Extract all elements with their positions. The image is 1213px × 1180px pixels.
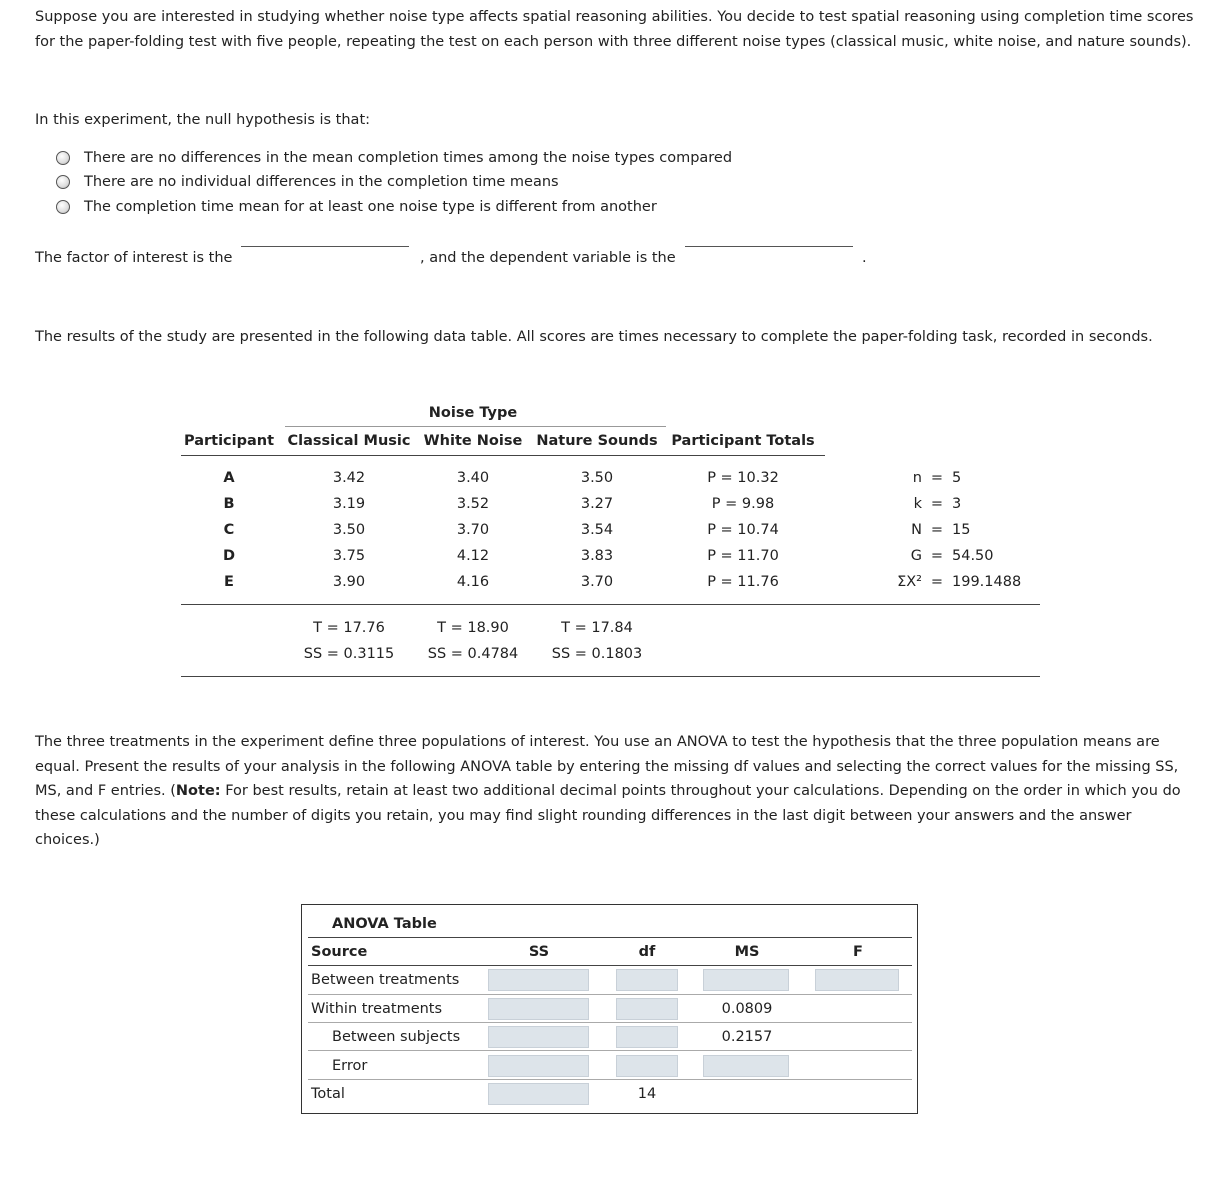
participant-label: B [223,496,235,512]
summary-sum-x2: ΣX² = 199.1488 [897,574,1022,590]
col-header-white: White Noise [423,433,523,449]
anova-instructions: The three treatments in the experiment define three populations of interest. You use an ANOVA to test the hypothesis that the three population means are equal. Present the results of your analysis in the following ANOVA table by entering the missing df values and selecting the correct values for the missing SS, MS, and F entries. (Note: For best results, retain at least two additional decimal points throughout your calculations. Depending on the order in which you do these calculations and the number of digits you retain, you may find slight rounding differences in the last digit between your answers and the answer choices.) [35,734,1181,848]
anova-title: ANOVA Table [332,916,437,932]
null-option-label: The completion time mean for at least one noise type is different from another [84,199,657,215]
source-total: Total [311,1086,345,1102]
ss-between-treatments-select[interactable] [488,969,589,991]
score-cell: 3.75 [332,548,366,564]
anova-header-ms: MS [734,944,760,960]
header-rule [181,455,825,456]
ms-between-treatments-select[interactable] [703,969,789,991]
df-total: 14 [637,1086,657,1102]
ss-within-treatments-select[interactable] [488,998,589,1020]
score-cell: 3.40 [456,470,490,486]
note-label: Note: [175,783,221,799]
participant-label: C [223,522,235,538]
ms-error-select[interactable] [703,1055,789,1077]
anova-title-rule [308,937,912,938]
f-value-select[interactable] [815,969,899,991]
null-option-1[interactable] [56,146,732,170]
score-cell: 4.12 [456,548,490,564]
score-cell: 3.42 [332,470,366,486]
df-between-treatments-input[interactable] [616,969,678,991]
ms-between-subjects: 0.2157 [721,1029,773,1045]
factor-text-3: . [862,250,867,266]
participant-label: D [222,548,236,564]
totals-rule-bottom [181,676,1040,677]
anova-header-source: Source [311,944,368,960]
score-cell: 3.52 [456,496,490,512]
df-within-treatments-input[interactable] [616,998,678,1020]
source-between-subjects: Between subjects [332,1029,461,1045]
factor-dropdown[interactable] [241,246,409,247]
participant-total: P = 11.70 [707,548,779,564]
treatment-total: T = 17.76 [313,620,385,636]
null-option-label: There are no individual differences in the completion time means [84,174,559,190]
col-header-nature: Nature Sounds [536,433,658,449]
score-cell: 3.70 [456,522,490,538]
source-between-treatments: Between treatments [311,972,460,988]
anova-header-df: df [638,944,656,960]
participant-label: E [224,574,234,590]
results-paragraph: The results of the study are presented in the following data table. All scores are times necessary to complete the paper-folding task, recorded in seconds. [35,329,1153,345]
factor-sentence [35,246,935,270]
score-cell: 3.54 [580,522,614,538]
score-cell: 3.27 [580,496,614,512]
source-within-treatments: Within treatments [311,1001,443,1017]
score-cell: 3.83 [580,548,614,564]
ss-error-select[interactable] [488,1055,589,1077]
treatment-total: T = 18.90 [437,620,509,636]
col-header-classical: Classical Music [287,433,411,449]
intro-paragraph: Suppose you are interested in studying whether noise type affects spatial reasoning abilities. You decide to test spatial reasoning using completion time scores for the paper-folding test with five people, repeating the test on each person with three different noise types (classical music, white noise, and nature sounds). [35,9,1194,50]
score-cell: 3.19 [332,496,366,512]
participant-total: P = 10.74 [707,522,779,538]
null-option-2[interactable] [56,170,559,194]
null-option-label: There are no differences in the mean completion times among the noise types compared [84,150,733,166]
radio-button[interactable] [56,175,70,189]
score-cell: 3.50 [580,470,614,486]
participant-total: P = 11.76 [707,574,779,590]
null-hypothesis-question: In this experiment, the null hypothesis is that: [35,112,371,128]
totals-rule-top [181,604,1040,605]
summary-n: n = 5 [912,470,962,486]
treatment-ss: SS = 0.1803 [551,646,643,662]
anova-header-ss: SS [528,944,550,960]
source-error: Error [332,1058,368,1074]
row-rule [308,1022,912,1023]
anova-header-rule [308,965,912,966]
score-cell: 3.70 [580,574,614,590]
dependent-variable-dropdown[interactable] [685,246,853,247]
anova-table [301,904,918,1114]
ms-within-treatments: 0.0809 [721,1001,773,1017]
score-cell: 4.16 [456,574,490,590]
row-rule [308,1050,912,1051]
treatment-total: T = 17.84 [561,620,633,636]
treatment-ss: SS = 0.3115 [303,646,395,662]
df-between-subjects-input[interactable] [616,1026,678,1048]
group-header-rule [285,426,666,427]
noise-type-header: Noise Type [428,405,518,421]
ss-total-select[interactable] [488,1083,589,1105]
col-header-totals: Participant Totals [671,433,815,449]
row-rule [308,1079,912,1080]
summary-G: G = 54.50 [910,548,994,564]
null-option-3[interactable] [56,195,657,219]
factor-text-1: The factor of interest is the [35,250,233,266]
radio-button[interactable] [56,200,70,214]
summary-N: N = 15 [911,522,971,538]
summary-k: k = 3 [913,496,962,512]
radio-button[interactable] [56,151,70,165]
ss-between-subjects-select[interactable] [488,1026,589,1048]
anova-header-f: F [853,944,863,960]
factor-text-2: , and the dependent variable is the [420,250,676,266]
col-header-participant: Participant [183,433,275,449]
treatment-ss: SS = 0.4784 [427,646,519,662]
participant-label: A [223,470,235,486]
score-cell: 3.50 [332,522,366,538]
participant-total: P = 10.32 [707,470,779,486]
participant-total: P = 9.98 [711,496,775,512]
score-cell: 3.90 [332,574,366,590]
row-rule [308,994,912,995]
df-error-input[interactable] [616,1055,678,1077]
